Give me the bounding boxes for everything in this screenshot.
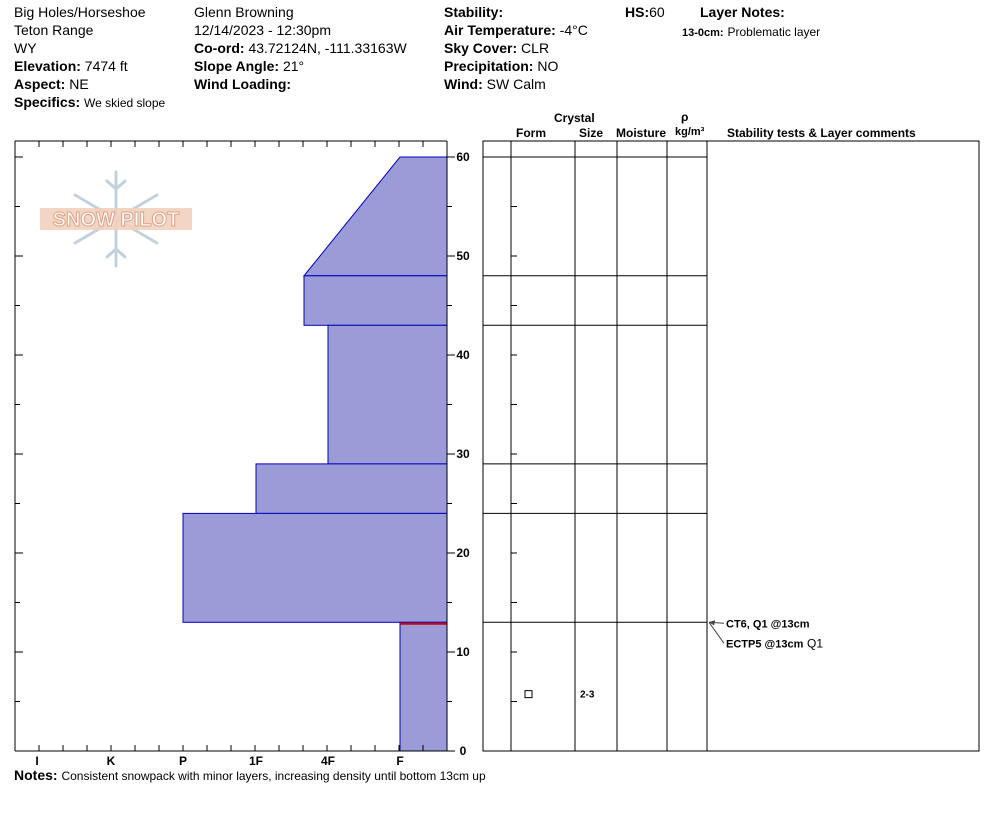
depth-label-10: 10 [456,645,470,659]
crystal-size-5: 2-3 [580,689,595,701]
depth-label-40: 40 [456,348,470,362]
depth-label-0: 0 [459,744,467,758]
notes-row [14,766,486,785]
rho-header: ρ [681,110,689,124]
air-temp-value: -4°C [559,22,588,38]
snowpilot-logo [40,172,192,266]
stability-test-extra-1: Q1 [807,636,824,651]
elevation-value: 7474 ft [84,58,128,74]
hs-label: HS: [625,4,650,20]
aspect-label: Aspect: [14,76,66,92]
precip-label: Precipitation: [444,58,534,74]
hardness-label-4F: 4F [320,754,336,768]
state-name: WY [14,40,37,56]
sky-value: CLR [521,40,550,56]
stability-header: Stability tests & Layer comments [727,126,916,140]
test-arrow-1 [709,620,715,625]
slope-value: 21° [282,58,305,74]
logo-text: SNOW PILOT [52,209,180,231]
hardness-label-1F: 1F [248,754,264,768]
depth-label-20: 20 [456,546,470,560]
layer-bar-1 [304,276,447,326]
sky-label: Sky Cover: [444,40,518,56]
specifics-value: We skied slope [84,96,166,110]
test-pointer-1 [709,622,724,643]
crystal-header: Crystal [554,111,595,125]
range-name: Teton Range [14,22,94,38]
stability-test-0: CT6, Q1 @13cm [726,618,810,631]
wind-loading-label: Wind Loading: [194,76,292,92]
size-header: Size [579,126,604,140]
elevation-label: Elevation: [14,58,81,74]
notes-text: Consistent snowpack with minor layers, increasing density until bottom 13cm up [61,769,486,783]
layers-table-frame [483,141,979,751]
observer-name: Glenn Browning [194,4,294,20]
air-temp-label: Air Temperature: [444,22,556,38]
precip-value: NO [537,58,559,74]
layer-bar-0 [304,157,447,276]
stability-test-1: ECTP5 @13cm [726,638,804,651]
wind-label: Wind: [444,76,483,92]
layer-bar-5 [400,622,447,751]
layer-note-range: 13-0cm: [682,27,724,39]
layer-bar-3 [256,464,447,514]
coord-value: 43.72124N, -111.33163W [248,40,407,56]
layer-notes-label: Layer Notes: [700,4,785,20]
wind-value: SW Calm [486,76,546,92]
hardness-label-K: K [106,754,116,768]
aspect-value: NE [69,76,89,92]
depth-label-50: 50 [456,249,470,263]
layer-bar-4 [183,513,447,622]
slope-label: Slope Angle: [194,58,280,74]
layer-bar-2 [328,325,447,464]
density-unit-header: kg/m³ [675,126,705,138]
location-name: Big Holes/Horseshoe [14,4,146,20]
notes-label: Notes: [14,767,58,783]
coord-label: Co-ord: [194,40,245,56]
specifics-label: Specifics: [14,94,81,110]
depth-label-60: 60 [456,150,470,164]
obs-datetime: 12/14/2023 - 12:30pm [194,22,331,38]
form-symbol-5 [525,691,532,698]
layer-note-text: Problematic layer [727,25,821,39]
form-header: Form [516,126,546,140]
depth-label-30: 30 [456,447,470,461]
stability-label: Stability: [444,4,504,20]
hardness-label-F: F [396,754,404,768]
hardness-label-I: I [35,754,39,768]
hs-value: 60 [649,4,665,20]
hardness-label-P: P [178,754,188,768]
moisture-header: Moisture [616,126,667,140]
